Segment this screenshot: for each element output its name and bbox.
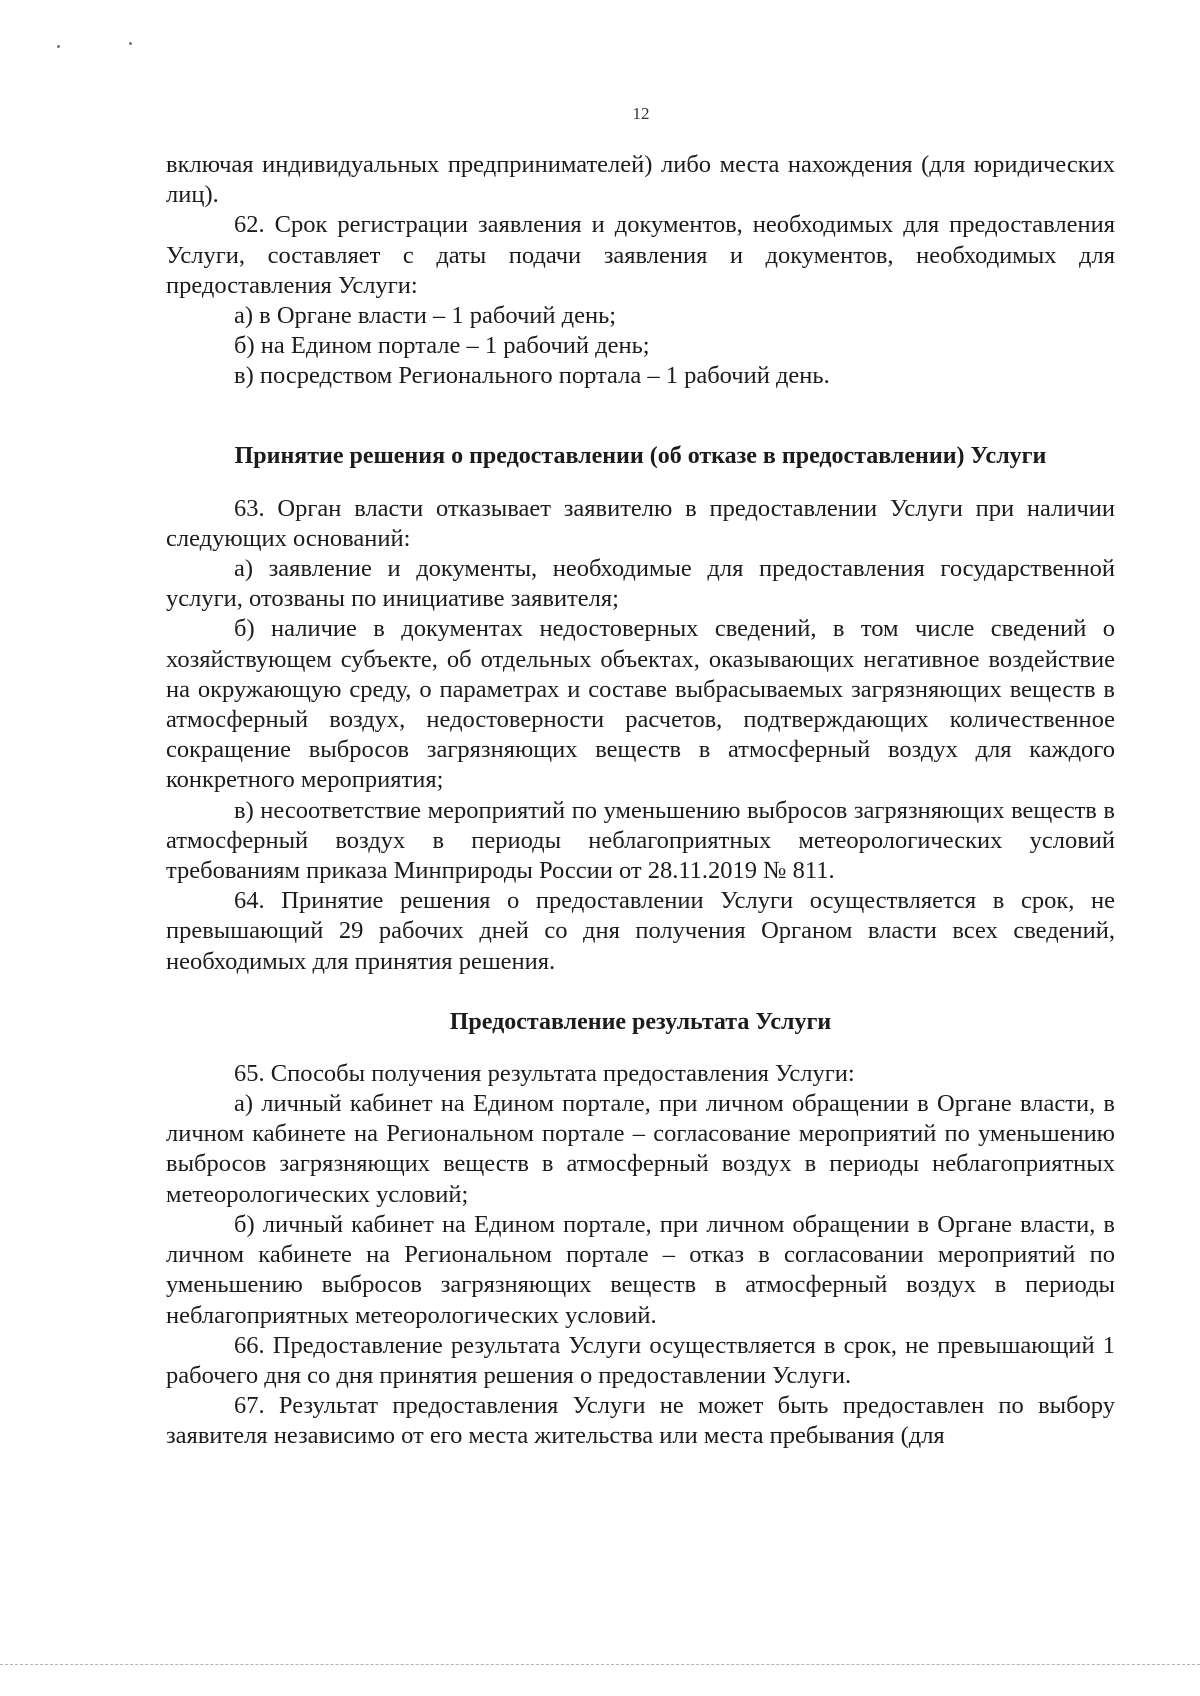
paragraph-63: 63. Орган власти отказывает заявителю в предоставлении Услуги при наличии следующих оснований: [166, 494, 1115, 552]
list-item-63c: в) несоответствие мероприятий по уменьшению выбросов загрязняющих веществ в атмосферный воздух в периоды неблагоприятных метеорологических условий требованиям приказа Минприроды России от 28.11.2019 № 811. [166, 796, 1115, 885]
scan-speck [129, 42, 132, 45]
document-body [166, 150, 1115, 1452]
list-item-62a: а) в Органе власти – 1 рабочий день; [234, 302, 617, 330]
page-number: 12 [632, 104, 650, 123]
paragraph-62: 62. Срок регистрации заявления и документов, необходимых для предоставления Услуги, составляет с даты подачи заявления и документов, необходимых для предоставления Услуги: [166, 211, 1115, 299]
scan-bottom-edge [0, 1664, 1200, 1665]
scan-speck [57, 45, 60, 48]
paragraph-65: 65. Способы получения результата предоставления Услуги: [234, 1059, 855, 1087]
list-item-62c: в) посредством Регионального портала – 1 рабочий день. [234, 362, 830, 390]
list-item-63a: а) заявление и документы, необходимые для предоставления государственной услуги, отозваны по инициативе заявителя; [166, 555, 1115, 613]
list-item-65a: а) личный кабинет на Едином портале, при личном обращении в Органе власти, в личном кабинете на Региональном портале – согласование мероприятий по уменьшению выбросов загрязняющих веществ в атмосферный воздух в периоды неблагоприятных метеорологических условий; [166, 1090, 1115, 1208]
list-item-62b: б) на Едином портале – 1 рабочий день; [234, 332, 650, 360]
paragraph-67: 67. Результат предоставления Услуги не может быть предоставлен по выбору заявителя независимо от его места жительства или места пребывания (для [166, 1392, 1115, 1450]
paragraph-64: 64. Принятие решения о предоставлении Услуги осуществляется в срок, не превышающий 29 рабочих дней со дня получения Органом власти всех сведений, необходимых для принятия решения. [166, 887, 1115, 975]
section-heading-decision: Принятие решения о предоставлении (об отказе в предоставлении) Услуги [234, 442, 1047, 469]
list-item-65b: б) личный кабинет на Едином портале, при личном обращении в Органе власти, в личном кабинете на Региональном портале – отказ в согласовании мероприятий по уменьшению выбросов загрязняющих веществ в атмосферный воздух в периоды неблагоприятных метеорологических условий. [166, 1210, 1115, 1329]
list-item-63b: б) наличие в документах недостоверных сведений, в том числе сведений о хозяйствующем субъекте, об отдельных объектах, оказывающих негативное воздействие на окружающую среду, о параметрах и составе выбрасываемых загрязняющих веществ в атмосферный воздух, недостоверности расчетов, подтверждающих количественное сокращение выбросов загрязняющих веществ в атмосферный воздух для каждого конкретного мероприятия; [166, 615, 1115, 794]
paragraph-66: 66. Предоставление результата Услуги осуществляется в срок, не превышающий 1 рабочего дня со дня принятия решения о предоставлении Услуги. [166, 1331, 1115, 1389]
paragraph-continuation: включая индивидуальных предпринимателей) либо места нахождения (для юридических лиц). [166, 151, 1115, 209]
section-heading-result: Предоставление результата Услуги [449, 1008, 832, 1035]
